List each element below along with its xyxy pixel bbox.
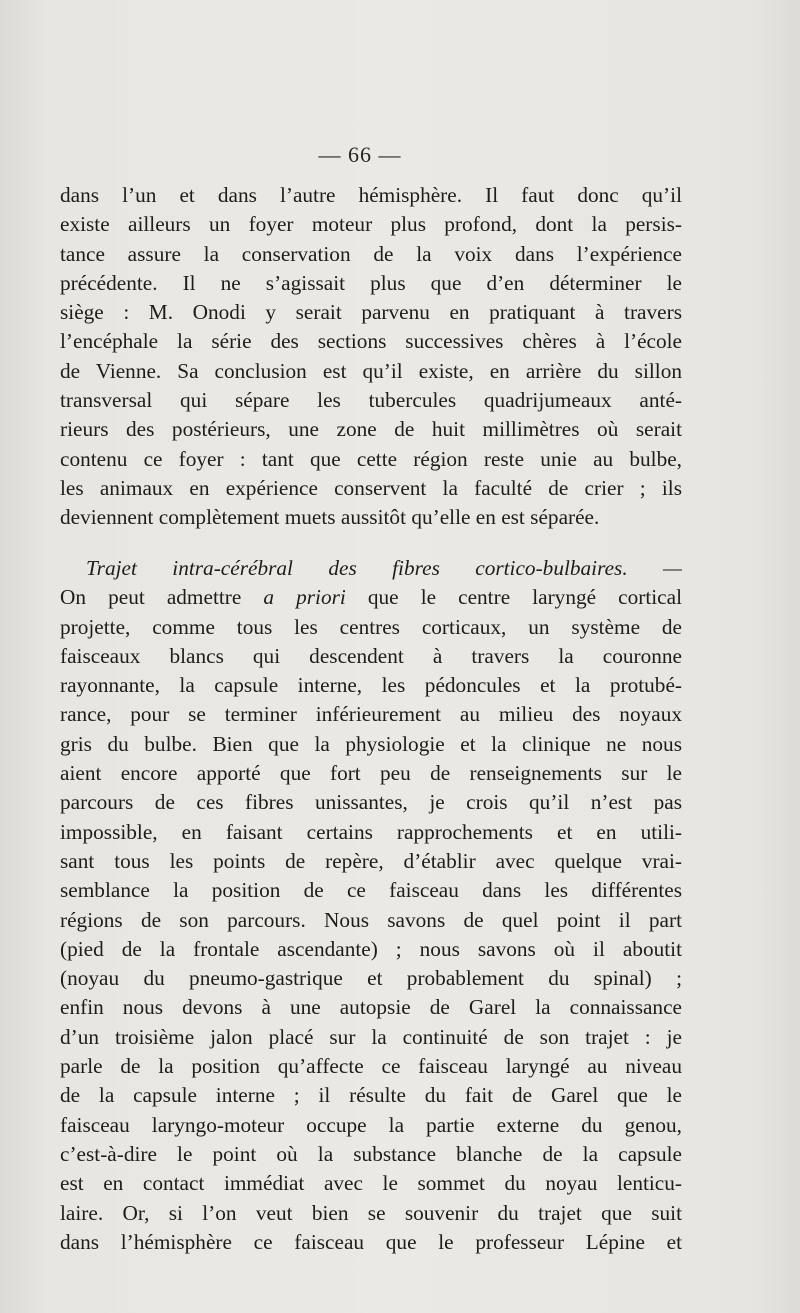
- paragraph-1: [60, 181, 682, 533]
- text-line: laire. Or, si l’on veut bien se souvenir du trajet que suit: [60, 1200, 682, 1225]
- text-line: dans l’hémisphère ce faisceau que le professeur Lépine et: [60, 1229, 682, 1254]
- text-line: de Vienne. Sa conclusion est qu’il existe, en arrière du sillon: [60, 358, 682, 383]
- page-number: — 66 —: [318, 142, 402, 167]
- text-line: rance, pour se terminer inférieurement au milieu des noyaux: [60, 702, 682, 727]
- text-line: c’est-à-dire le point où la substance blanche de la capsule: [60, 1141, 682, 1166]
- text-line: existe ailleurs un foyer moteur plus profond, dont la persis-: [60, 212, 682, 237]
- text-line: semblance la position de ce faisceau dans les différentes: [60, 878, 682, 903]
- text-line: rieurs des postérieurs, une zone de huit millimètres où serait: [60, 417, 682, 442]
- text-line: régions de son parcours. Nous savons de quel point il part: [60, 907, 682, 932]
- text-line: sant tous les points de repère, d’établir avec quelque vrai-: [60, 848, 682, 873]
- text-line: de la capsule interne ; il résulte du fait de Garel que le: [60, 1083, 682, 1108]
- text-line: transversal qui sépare les tubercules quadrijumeaux anté-: [60, 388, 682, 413]
- text-line: [60, 583, 682, 612]
- section-heading: Trajet intra-cérébral des fibres cortico-bulbaires. —: [86, 556, 682, 580]
- text-run: On peut admettre: [60, 585, 264, 610]
- text-line: contenu ce foyer : tant que cette région reste unie au bulbe,: [60, 446, 682, 471]
- italic-phrase: a priori: [263, 585, 346, 610]
- text-line: rayonnante, la capsule interne, les pédoncules et la protubé-: [60, 673, 682, 698]
- text-line: (pied de la frontale ascendante) ; nous savons où il aboutit: [60, 936, 682, 961]
- text-line: impossible, en faisant certains rapprochements et en utili-: [60, 819, 682, 844]
- text-line: parle de la position qu’affecte ce faisceau laryngé au niveau: [60, 1054, 682, 1079]
- text-line: dans l’un et dans l’autre hémisphère. Il faut donc qu’il: [60, 183, 682, 207]
- text-line: gris du bulbe. Bien que la physiologie et la clinique ne nous: [60, 731, 682, 756]
- text-line: d’un troisième jalon placé sur la continuité de son trajet : je: [60, 1024, 682, 1049]
- text-line: siège : M. Onodi y serait parvenu en pratiquant à travers: [60, 300, 682, 325]
- text-line: tance assure la conservation de la voix dans l’expérience: [60, 241, 682, 266]
- text-line: est en contact immédiat avec le sommet du noyau lenticu-: [60, 1171, 682, 1196]
- text-line: aient encore apporté que fort peu de renseignements sur le: [60, 761, 682, 786]
- text-line: faisceau laryngo-moteur occupe la partie externe du genou,: [60, 1112, 682, 1137]
- text-line: faisceaux blancs qui descendent à travers la couronne: [60, 643, 682, 668]
- text-line: enfin nous devons à une autopsie de Garel la connaissance: [60, 995, 682, 1020]
- paragraph-2: [60, 554, 682, 1257]
- text-line: l’encéphale la série des sections successives chères à l’école: [60, 329, 682, 354]
- text-run: que le centre laryngé cortical: [345, 585, 682, 610]
- text-line: projette, comme tous les centres corticaux, un système de: [60, 614, 682, 639]
- text-line: parcours de ces fibres unissantes, je crois qu’il n’est pas: [60, 790, 682, 815]
- text-line: (noyau du pneumo-gastrique et probablement du spinal) ;: [60, 966, 682, 991]
- text-line: deviennent complètement muets aussitôt qu’elle en est séparée.: [60, 505, 600, 530]
- text-line: les animaux en expérience conservent la faculté de crier ; ils: [60, 475, 682, 500]
- text-line: précédente. Il ne s’agissait plus que d’en déterminer le: [60, 270, 682, 295]
